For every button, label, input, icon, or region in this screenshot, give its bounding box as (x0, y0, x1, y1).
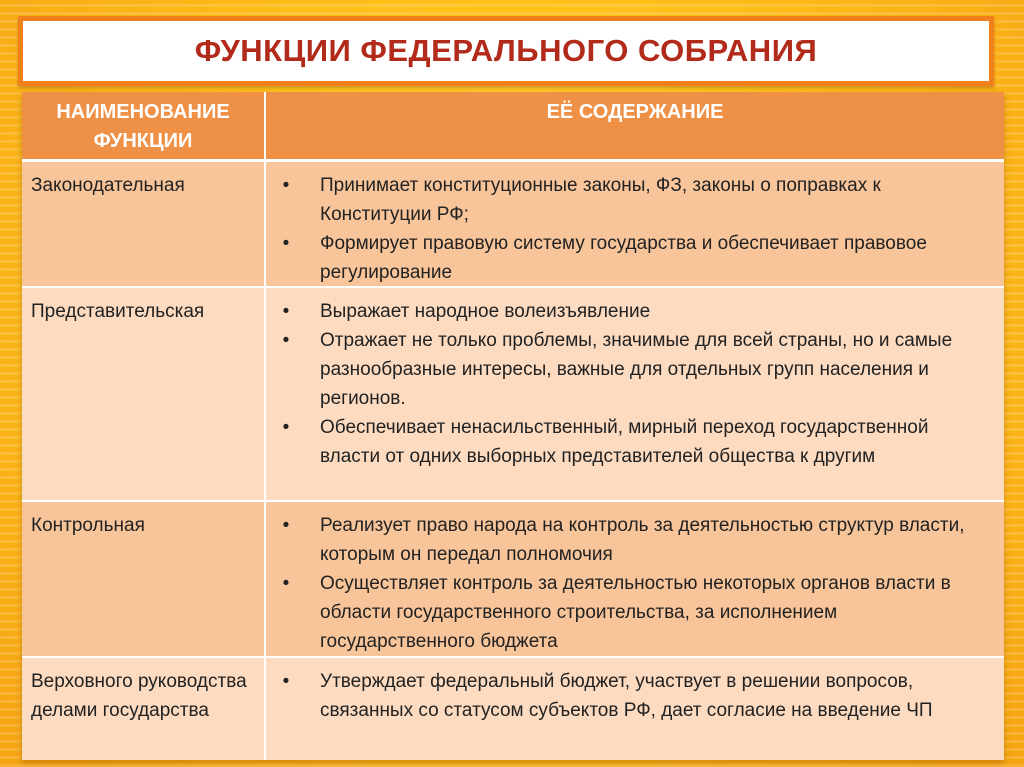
list-item (276, 511, 992, 569)
bullet-icon: • (282, 417, 290, 438)
function-content-cell (266, 162, 1004, 286)
list-item-text: Принимает конституционные законы, ФЗ, законы о поправках к Конституции РФ; (320, 175, 881, 225)
function-name-cell (22, 502, 266, 656)
bullet-list (276, 171, 992, 287)
list-item (276, 326, 992, 413)
bullet-list (276, 667, 992, 725)
bullet-icon: • (282, 301, 290, 322)
function-name: Представительская (31, 301, 205, 322)
bullet-icon: • (282, 671, 290, 692)
list-item-text: Осуществляет контроль за деятельностью некоторых органов власти в области государственного строительства, за исполнением государственного бюджета (320, 573, 951, 652)
list-item-text: Формирует правовую систему государства и обеспечивает правовое регулирование (320, 233, 927, 283)
list-item-text: Отражает не только проблемы, значимые для всей страны, но и самые разнообразные интересы, важные для отдельных групп населения и регионов. (320, 330, 953, 409)
function-name: Контрольная (31, 515, 145, 536)
table-row-supreme-governance (22, 658, 1004, 760)
bullet-list (276, 511, 992, 656)
list-item (276, 667, 992, 725)
function-name-cell (22, 162, 266, 286)
list-item (276, 171, 992, 229)
list-item-text: Выражает народное волеизъявление (320, 301, 651, 322)
bullet-icon: • (282, 175, 290, 196)
list-item (276, 413, 992, 471)
function-name-cell (22, 288, 266, 500)
list-item (276, 297, 992, 326)
bullet-icon: • (282, 330, 290, 351)
function-name-cell (22, 658, 266, 760)
title-banner (18, 16, 994, 86)
header-name-cell (22, 92, 266, 159)
table-row-control (22, 502, 1004, 658)
list-item-text: Реализует право народа на контроль за деятельностью структур власти, которым он передал полномочия (320, 515, 965, 565)
function-name: Верховного руководства делами государства (31, 671, 247, 721)
page-title: ФУНКЦИИ ФЕДЕРАЛЬНОГО СОБРАНИЯ (194, 33, 818, 68)
list-item-text: Утверждает федеральный бюджет, участвует в решении вопросов, связанных со статусом субъектов РФ, дает согласие на введение ЧП (320, 671, 933, 721)
bullet-icon: • (282, 233, 290, 254)
bullet-list (276, 297, 992, 471)
table-row-representative (22, 288, 1004, 502)
list-item (276, 569, 992, 656)
table-row-legislative (22, 162, 1004, 288)
bullet-icon: • (282, 573, 290, 594)
list-item (276, 229, 992, 287)
function-content-cell (266, 288, 1004, 500)
function-content-cell (266, 658, 1004, 760)
function-content-cell (266, 502, 1004, 656)
bullet-icon: • (282, 515, 290, 536)
table-header-row (22, 92, 1004, 162)
functions-table (22, 92, 1004, 760)
header-name-label: НАИМЕНОВАНИЕ ФУНКЦИИ (56, 101, 230, 152)
header-content-label: ЕЁ СОДЕРЖАНИЕ (546, 101, 724, 123)
header-content-cell (266, 92, 1004, 159)
function-name: Законодательная (31, 175, 185, 196)
list-item-text: Обеспечивает ненасильственный, мирный переход государственной власти от одних выборных представителей общества к другим (320, 417, 929, 467)
